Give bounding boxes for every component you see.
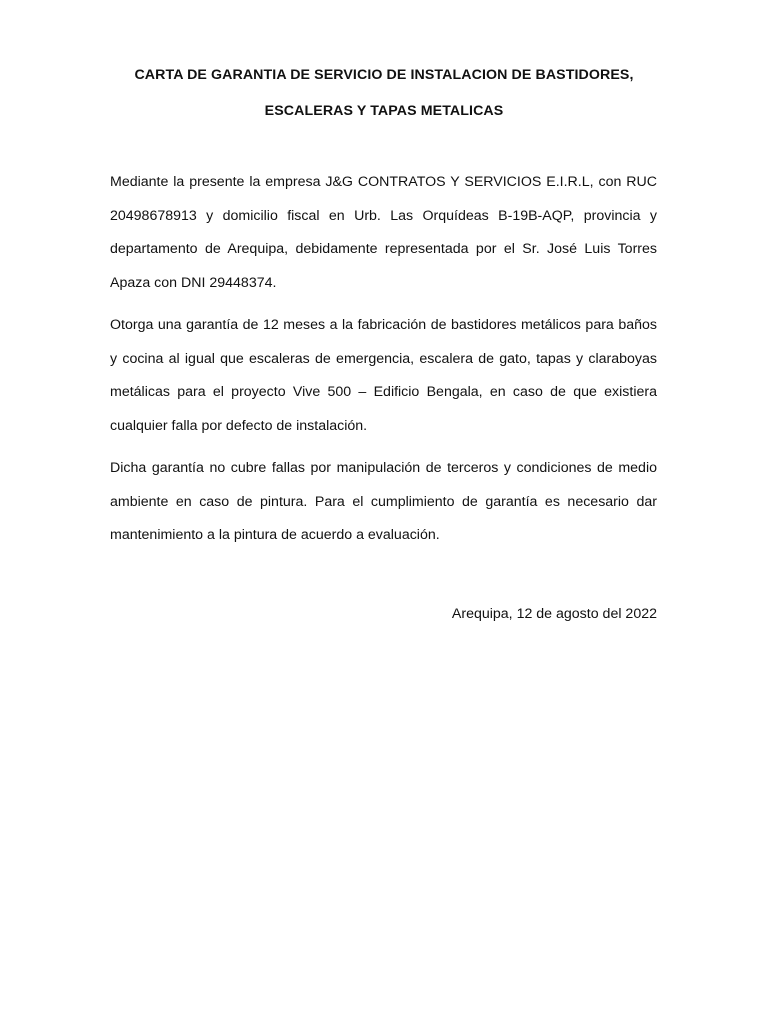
paragraph-company-intro: Mediante la presente la empresa J&G CONTRATOS Y SERVICIOS E.I.R.L, con RUC 20498678913 y domicilio fiscal en Urb. Las Orquídeas B-19B-AQP, provincia y departamento de Arequipa, debidamente representada por el Sr. José Luis Torres Apaza con DNI 29448374. bbox=[110, 174, 657, 291]
paragraph-warranty-terms: Otorga una garantía de 12 meses a la fabricación de bastidores metálicos para baños y cocina al igual que escaleras de emergencia, escalera de gato, tapas y claraboyas metálicas para el proyecto Vive 500 – Edificio Bengala, en caso de que existiera cualquier falla por defecto de instalación. bbox=[110, 317, 657, 434]
document-title-line-2: ESCALERAS Y TAPAS METALICAS bbox=[264, 103, 504, 119]
paragraph-warranty-exclusions: Dicha garantía no cubre fallas por manipulación de terceros y condiciones de medio ambiente en caso de pintura. Para el cumplimiento de garantía es necesario dar mantenimiento a la pintura de acuerdo a evaluación. bbox=[110, 460, 657, 543]
place-and-date: Arequipa, 12 de agosto del 2022 bbox=[451, 606, 657, 622]
document-title-line-1: CARTA DE GARANTIA DE SERVICIO DE INSTALACION DE BASTIDORES, bbox=[134, 67, 634, 83]
